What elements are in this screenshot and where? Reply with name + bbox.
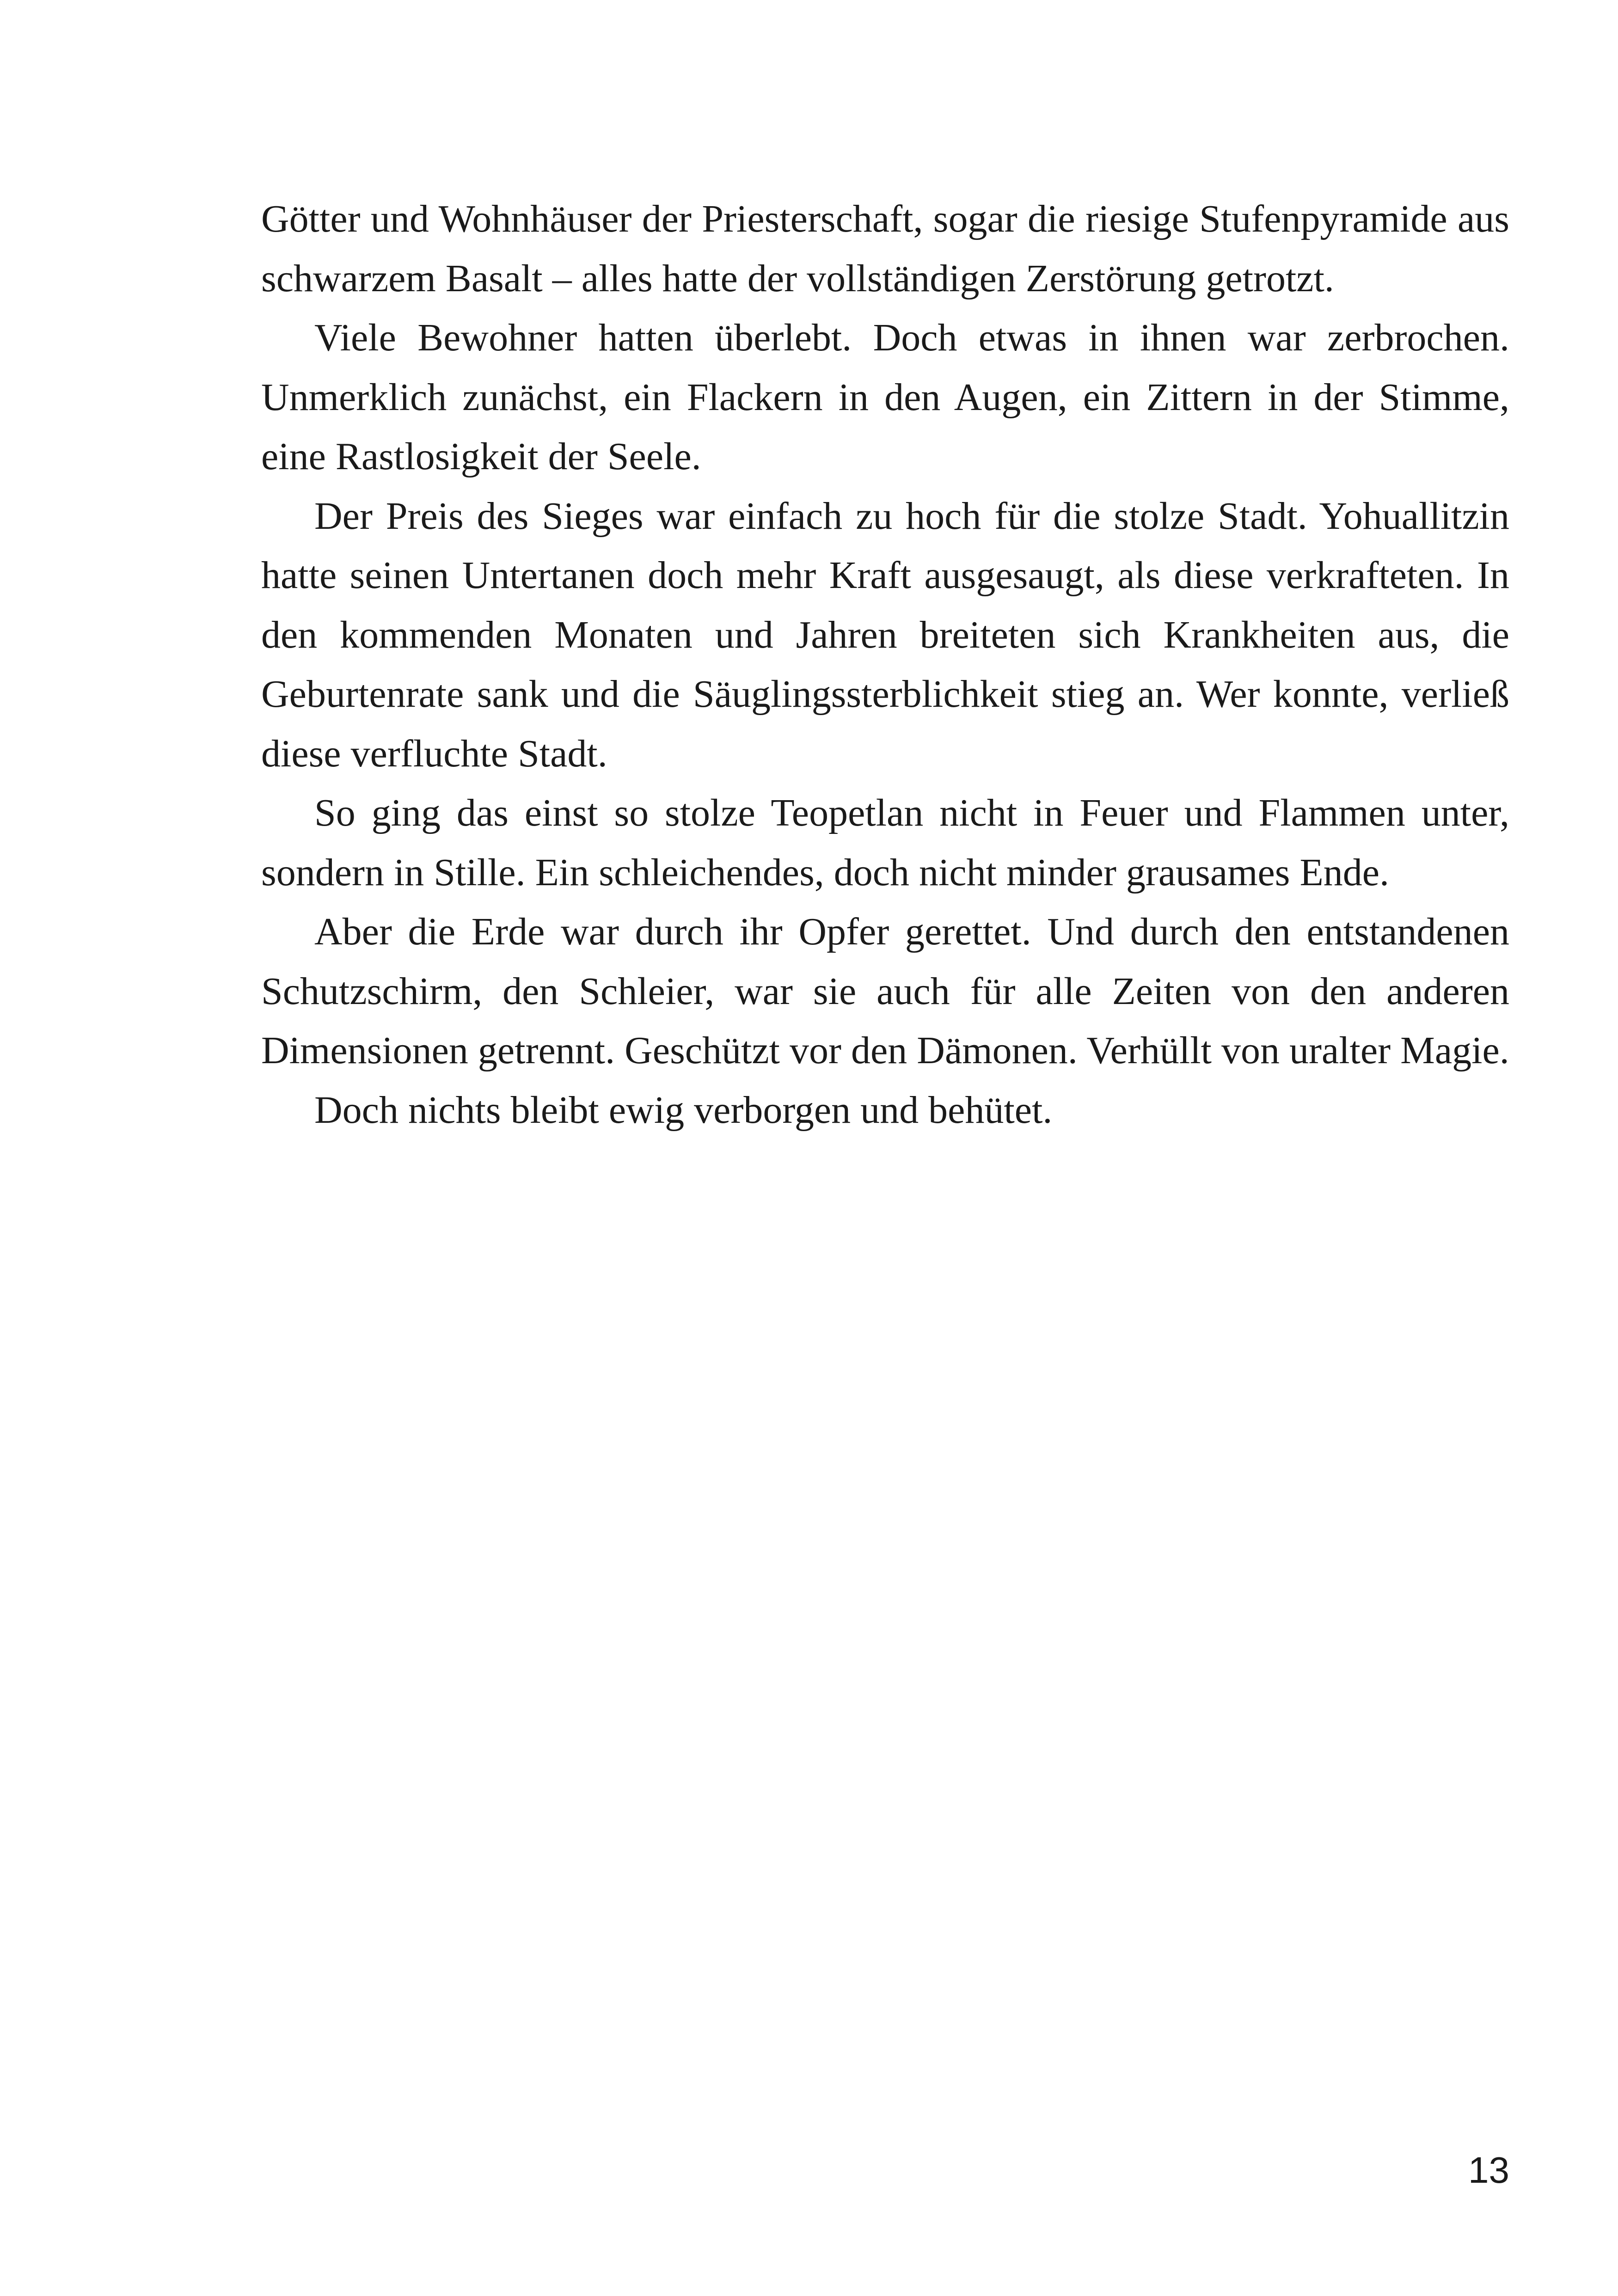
paragraph: Aber die Erde war durch ihr Opfer gerettet. Und durch den entstandenen Schutzschirm, den Schleier, war sie auch für alle Zeiten von den anderen Dimensionen getrennt. Geschützt vor den Dämonen. Verhüllt von uralter Magie. [261,910,1509,1072]
paragraph: Viele Bewohner hatten überlebt. Doch etwas in ihnen war zerbrochen. Unmerklich zunächst, ein Flackern in den Augen, ein Zittern in der Stimme, eine Rastlosigkeit der Seele. [261,316,1509,478]
paragraph: Doch nichts bleibt ewig verborgen und behütet. [314,1088,1053,1132]
page-number: 13 [1468,2149,1509,2191]
paragraph: Der Preis des Sieges war einfach zu hoch für die stolze Stadt. Yohuallitzin hatte seinen Untertanen doch mehr Kraft ausgesaugt, als diese verkrafteten. In den kommenden Monaten und Jahren breiteten sich Krankheiten aus, die Geburtenrate sank und die Säuglingssterblichkeit stieg an. Wer konnte, verließ diese verfluchte Stadt. [261,494,1509,775]
paragraph: Götter und Wohnhäuser der Priesterschaft, sogar die riesige Stufenpyramide aus schwarzem Basalt – alles hatte der vollständigen Zerstörung getrotzt. [261,197,1509,300]
paragraph: So ging das einst so stolze Teopetlan nicht in Feuer und Flammen unter, sondern in Stille. Ein schleichendes, doch nicht minder grausames Ende. [261,791,1509,894]
body-text [261,190,1509,1140]
